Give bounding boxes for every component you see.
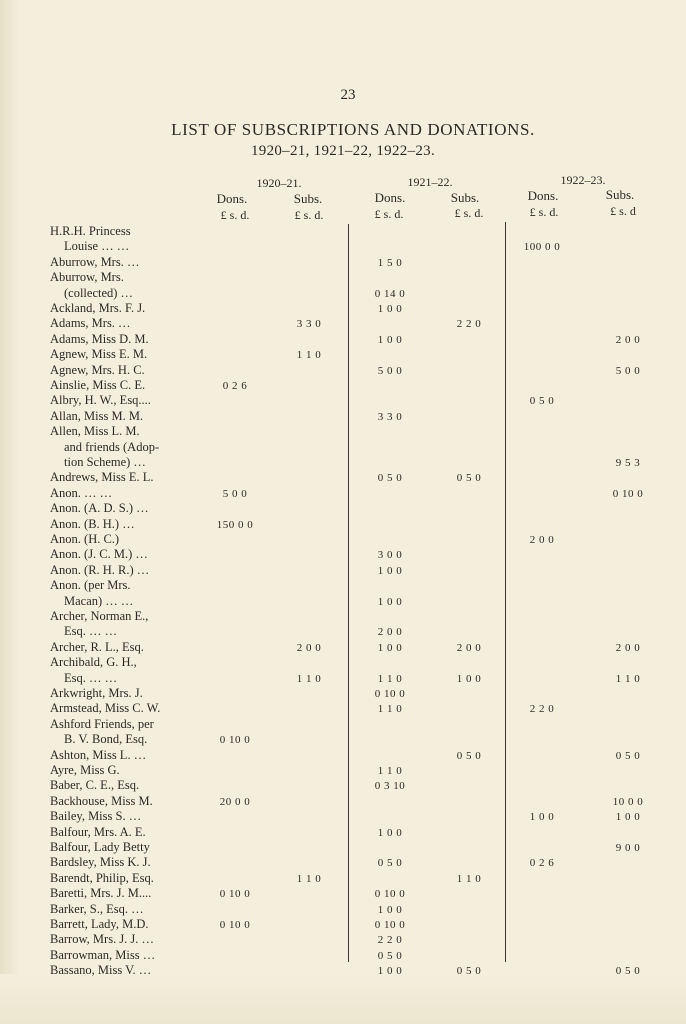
donor-name: Ainslie, Miss C. E. bbox=[50, 378, 146, 392]
year-header-1921-22: 1921–22. bbox=[407, 175, 453, 189]
amount-d2: 5 0 0 bbox=[377, 364, 403, 377]
donor-name: Allen, Miss L. M. bbox=[50, 424, 140, 439]
donor-name: Adams, Miss D. M. bbox=[50, 331, 149, 346]
donor-name: Bardsley, Miss K. J. bbox=[50, 855, 151, 870]
amount-s2: 1 0 0 bbox=[456, 672, 482, 685]
amount-d2: 1 0 0 bbox=[377, 564, 403, 577]
amount-s2: 0 5 0 bbox=[456, 472, 482, 485]
page-binding-edge bbox=[0, 0, 20, 1024]
amount-d2: 1 0 0 bbox=[377, 965, 403, 978]
amount-d2: 0 10 0 bbox=[374, 888, 406, 901]
amount-d2: 1 5 0 bbox=[377, 256, 403, 269]
amount-d2: 1 0 0 bbox=[377, 903, 403, 916]
donor-name: Barrowman, Miss … bbox=[50, 947, 156, 962]
donor-name: Anon. (B. H.) … bbox=[50, 516, 135, 531]
amount-s3: 0 5 0 bbox=[615, 749, 641, 762]
donor-name: Bassano, Miss V. … bbox=[50, 963, 152, 978]
amount-s3: 9 5 3 bbox=[615, 457, 641, 469]
amount-s1: 1 1 0 bbox=[296, 349, 322, 362]
amount-d2: 1 0 0 bbox=[377, 826, 403, 839]
amount-s3: 2 0 0 bbox=[615, 641, 641, 654]
unit-head-dons-1920-21: £ s. d. bbox=[220, 208, 250, 222]
amount-d2: 2 0 0 bbox=[377, 626, 403, 639]
amount-s3: 0 10 0 bbox=[612, 487, 644, 500]
amount-s2: 2 0 0 bbox=[456, 641, 482, 654]
donor-name: Barendt, Philip, Esq. bbox=[50, 870, 154, 885]
donor-name: Barrett, Lady, M.D. bbox=[50, 917, 149, 931]
donor-name: Albry, H. W., Esq.... bbox=[50, 393, 151, 408]
donor-name: Balfour, Mrs. A. E. bbox=[50, 824, 146, 839]
donor-name: Esq. … … bbox=[64, 670, 118, 685]
year-divider-2 bbox=[505, 222, 506, 962]
unit-head-dons-1922-23: £ s. d. bbox=[529, 205, 559, 219]
amount-s2: 0 5 0 bbox=[456, 965, 482, 978]
donor-name: Ashton, Miss L. … bbox=[50, 747, 147, 762]
amount-d2: 0 5 0 bbox=[377, 472, 403, 485]
year-header-1922-23: 1922–23. bbox=[560, 173, 606, 187]
amount-d1: 20 0 0 bbox=[219, 795, 251, 808]
unit-head-subs-1920-21: £ s. d. bbox=[294, 208, 324, 222]
amount-d1: 0 2 6 bbox=[222, 380, 248, 392]
amount-d3: 1 0 0 bbox=[529, 811, 555, 824]
donor-name: Louise … … bbox=[64, 239, 130, 254]
amount-d3: 2 2 0 bbox=[529, 703, 555, 716]
amount-s1: 1 1 0 bbox=[296, 872, 322, 885]
donor-name: and friends (Adop- bbox=[64, 439, 160, 454]
amount-d2: 1 0 0 bbox=[377, 595, 403, 608]
amount-s3: 10 0 0 bbox=[612, 795, 644, 808]
amount-d2: 1 1 0 bbox=[377, 672, 403, 685]
column-head-subs-1921-22: Subs. bbox=[450, 190, 480, 205]
page-title: LIST OF SUBSCRIPTIONS AND DONATIONS. bbox=[171, 120, 535, 139]
donor-name: Aburrow, Mrs. bbox=[50, 270, 124, 285]
amount-s3: 0 5 0 bbox=[615, 965, 641, 978]
amount-s2: 1 1 0 bbox=[456, 872, 482, 885]
amount-d2: 0 5 0 bbox=[377, 949, 403, 962]
amount-d2: 0 5 0 bbox=[377, 857, 403, 870]
amount-d2: 2 2 0 bbox=[377, 934, 403, 947]
amount-s1: 2 0 0 bbox=[296, 641, 322, 654]
unit-head-subs-1922-23: £ s. d bbox=[610, 204, 636, 218]
amount-d2: 0 14 0 bbox=[374, 287, 406, 300]
amount-s2: 0 5 0 bbox=[456, 749, 482, 762]
column-head-dons-1921-22: Dons. bbox=[374, 190, 406, 205]
donor-name: Baretti, Mrs. J. M.... bbox=[50, 886, 152, 901]
donor-name: Aburrow, Mrs. … bbox=[50, 254, 140, 269]
amount-s3: 9 0 0 bbox=[615, 842, 641, 854]
donor-name: Barrow, Mrs. J. J. … bbox=[50, 932, 155, 947]
donor-name: Anon. (A. D. S.) … bbox=[50, 501, 149, 516]
amount-d2: 1 0 0 bbox=[377, 333, 403, 346]
donor-name: Ackland, Mrs. F. J. bbox=[50, 301, 146, 315]
donor-name: Allan, Miss M. M. bbox=[50, 408, 144, 423]
column-head-subs-1920-21: Subs. bbox=[293, 191, 323, 206]
donor-name: H.R.H. Princess bbox=[50, 224, 131, 238]
donor-name: Ayre, Miss G. bbox=[50, 763, 120, 777]
amount-d3: 0 2 6 bbox=[529, 857, 555, 870]
amount-s1: 1 1 0 bbox=[296, 672, 322, 685]
donor-name: Anon. (J. C. M.) … bbox=[50, 547, 148, 562]
donor-name: Bailey, Miss S. … bbox=[50, 809, 142, 824]
donor-name: Arkwright, Mrs. J. bbox=[50, 686, 143, 700]
amount-s3: 1 1 0 bbox=[615, 672, 641, 685]
donor-name: Archer, Norman E., bbox=[50, 609, 149, 623]
amount-s1: 3 3 0 bbox=[296, 318, 322, 331]
amount-d1: 0 10 0 bbox=[219, 919, 251, 931]
amount-d2: 1 0 0 bbox=[377, 303, 403, 315]
donor-name: Andrews, Miss E. L. bbox=[50, 470, 154, 485]
donor-name: Baber, C. E., Esq. bbox=[50, 778, 140, 793]
page-subtitle: 1920–21, 1921–22, 1922–23. bbox=[250, 143, 436, 159]
donor-name: B. V. Bond, Esq. bbox=[64, 732, 148, 747]
amount-d2: 0 10 0 bbox=[374, 688, 406, 700]
donor-name: Archer, R. L., Esq. bbox=[50, 639, 144, 654]
donor-name: Anon. (H. C.) bbox=[50, 532, 120, 546]
year-header-1920-21: 1920–21. bbox=[256, 176, 302, 190]
amount-s3: 1 0 0 bbox=[615, 811, 641, 824]
amount-d2: 0 10 0 bbox=[374, 919, 406, 931]
amount-d3: 2 0 0 bbox=[529, 534, 555, 546]
donor-name: tion Scheme) … bbox=[64, 455, 146, 469]
donor-name: Ashford Friends, per bbox=[50, 716, 154, 731]
amount-s3: 5 0 0 bbox=[615, 364, 641, 377]
amount-d2: 1 1 0 bbox=[377, 765, 403, 777]
donor-name: Backhouse, Miss M. bbox=[50, 793, 153, 808]
column-head-dons-1920-21: Dons. bbox=[216, 191, 248, 206]
amount-d3: 100 0 0 bbox=[523, 241, 561, 254]
donor-name: Macan) … … bbox=[64, 593, 134, 608]
amount-d1: 0 10 0 bbox=[219, 734, 251, 747]
donor-name: Agnew, Miss E. M. bbox=[50, 347, 148, 362]
amount-d1: 150 0 0 bbox=[216, 518, 254, 531]
page-number: 23 bbox=[340, 87, 356, 103]
amount-d2: 3 3 0 bbox=[377, 410, 403, 423]
amount-d1: 0 10 0 bbox=[219, 888, 251, 901]
donor-name: Anon. (per Mrs. bbox=[50, 578, 131, 593]
amount-d1: 5 0 0 bbox=[222, 487, 248, 500]
donor-name: Anon. … … bbox=[50, 485, 113, 500]
donor-name: Esq. … … bbox=[64, 624, 118, 639]
unit-head-subs-1921-22: £ s. d. bbox=[454, 206, 484, 220]
donor-name: Adams, Mrs. … bbox=[50, 316, 131, 331]
donor-name: Armstead, Miss C. W. bbox=[50, 701, 161, 716]
amount-d2: 3 0 0 bbox=[377, 549, 403, 562]
amount-d2: 1 0 0 bbox=[377, 641, 403, 654]
donor-name: Archibald, G. H., bbox=[50, 655, 137, 670]
column-head-subs-1922-23: Subs. bbox=[605, 187, 635, 202]
amount-d3: 0 5 0 bbox=[529, 395, 555, 408]
donor-name: (collected) … bbox=[64, 285, 134, 300]
donor-name: Balfour, Lady Betty bbox=[50, 840, 150, 854]
column-head-dons-1922-23: Dons. bbox=[527, 188, 559, 203]
unit-head-dons-1921-22: £ s. d. bbox=[374, 207, 404, 221]
amount-d2: 0 3 10 bbox=[374, 780, 406, 793]
donor-name: Barker, S., Esq. … bbox=[50, 901, 144, 916]
amount-s2: 2 2 0 bbox=[456, 318, 482, 331]
amount-d2: 1 1 0 bbox=[377, 703, 403, 716]
page-bottom-shade bbox=[0, 974, 686, 1024]
donor-name: Anon. (R. H. R.) … bbox=[50, 562, 150, 577]
amount-s3: 2 0 0 bbox=[615, 333, 641, 346]
donor-name: Agnew, Mrs. H. C. bbox=[50, 362, 145, 377]
year-divider-1 bbox=[348, 224, 349, 962]
